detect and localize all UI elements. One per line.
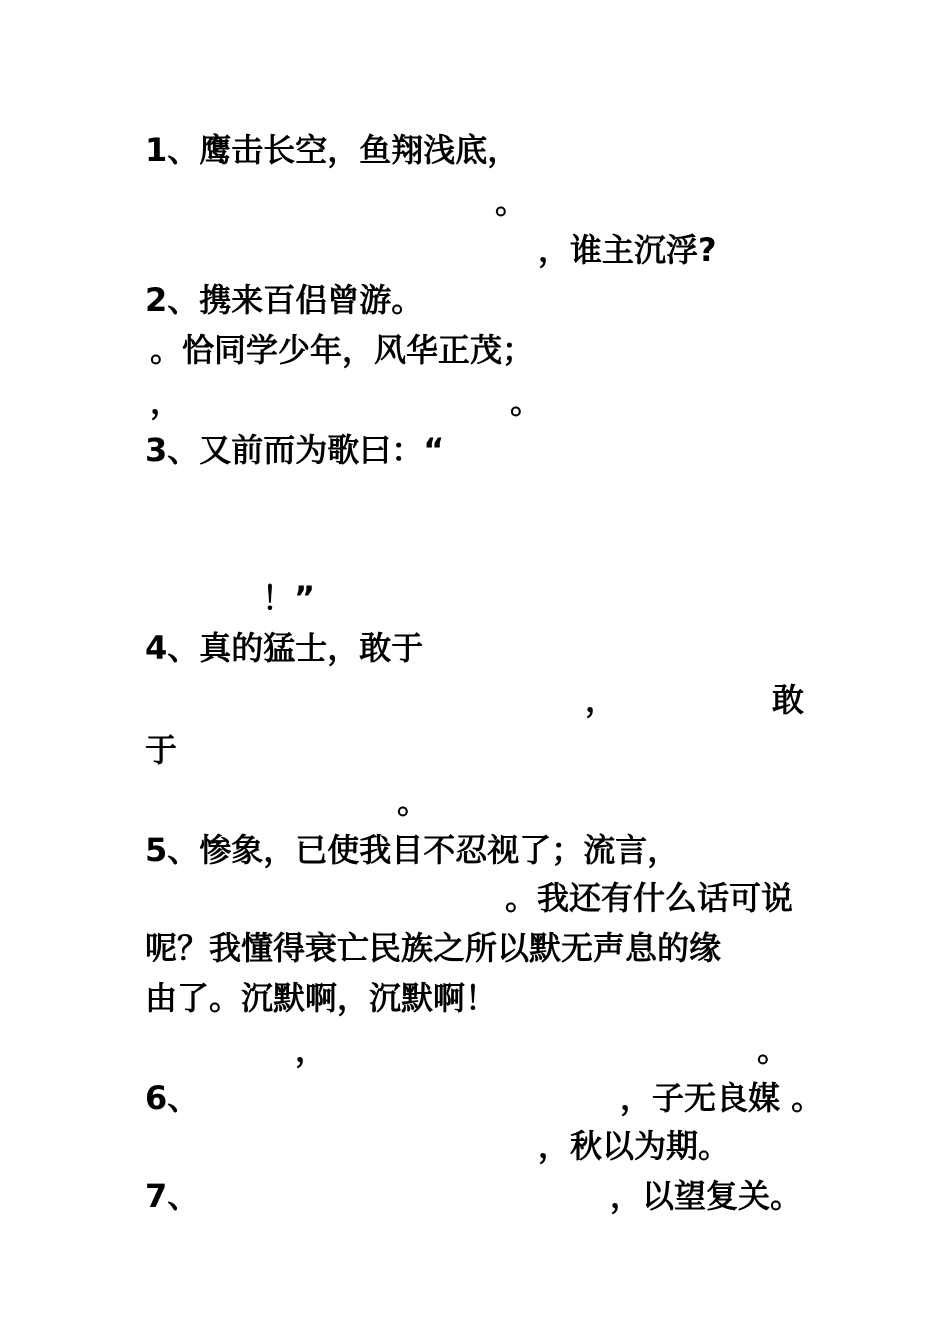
q1-blank-end: 。 bbox=[495, 183, 528, 221]
q5-blank-end: 。 bbox=[757, 1031, 790, 1069]
q6-tail: ，子无良媒 。 bbox=[620, 1079, 824, 1117]
q5-continuation: 。我还有什么话可说 bbox=[505, 879, 794, 917]
q1-line: 1、鹰击长空，鱼翔浅底， bbox=[145, 131, 520, 169]
q4-line: 4、真的猛士，敢于 bbox=[145, 629, 424, 667]
q7-number: 7、 bbox=[145, 1177, 200, 1215]
q7-tail: ，以望复关。 bbox=[610, 1177, 803, 1215]
q2-line: 2、携来百侣曾游。 bbox=[145, 281, 424, 319]
q1-tail: ，谁主沉浮? bbox=[538, 231, 717, 269]
q5-line: 5、惨象，已使我目不忍视了；流言， bbox=[145, 831, 680, 869]
q5-continuation-2: 呢？我懂得衰亡民族之所以默无声息的缘 bbox=[145, 929, 722, 967]
q4-blank-comma: ， bbox=[585, 681, 618, 719]
q4-dare-1: 敢 bbox=[772, 681, 805, 719]
q6-tail-2: ，秋以为期。 bbox=[538, 1127, 731, 1165]
q2-blank-end: 。 bbox=[510, 383, 543, 421]
q3-close: ！” bbox=[262, 579, 316, 617]
q5-blank-comma: ， bbox=[295, 1031, 328, 1069]
q4-blank-end: 。 bbox=[397, 783, 430, 821]
q2-continuation: 。恰同学少年，风华正茂； bbox=[150, 331, 535, 369]
q3-line: 3、又前而为歌曰：“ bbox=[145, 431, 445, 469]
q2-blank-comma: ， bbox=[150, 383, 183, 421]
q5-continuation-3: 由了。沉默啊，沉默啊！ bbox=[145, 979, 498, 1017]
q4-dare-2: 于 bbox=[145, 731, 178, 769]
q6-number: 6、 bbox=[145, 1079, 200, 1117]
